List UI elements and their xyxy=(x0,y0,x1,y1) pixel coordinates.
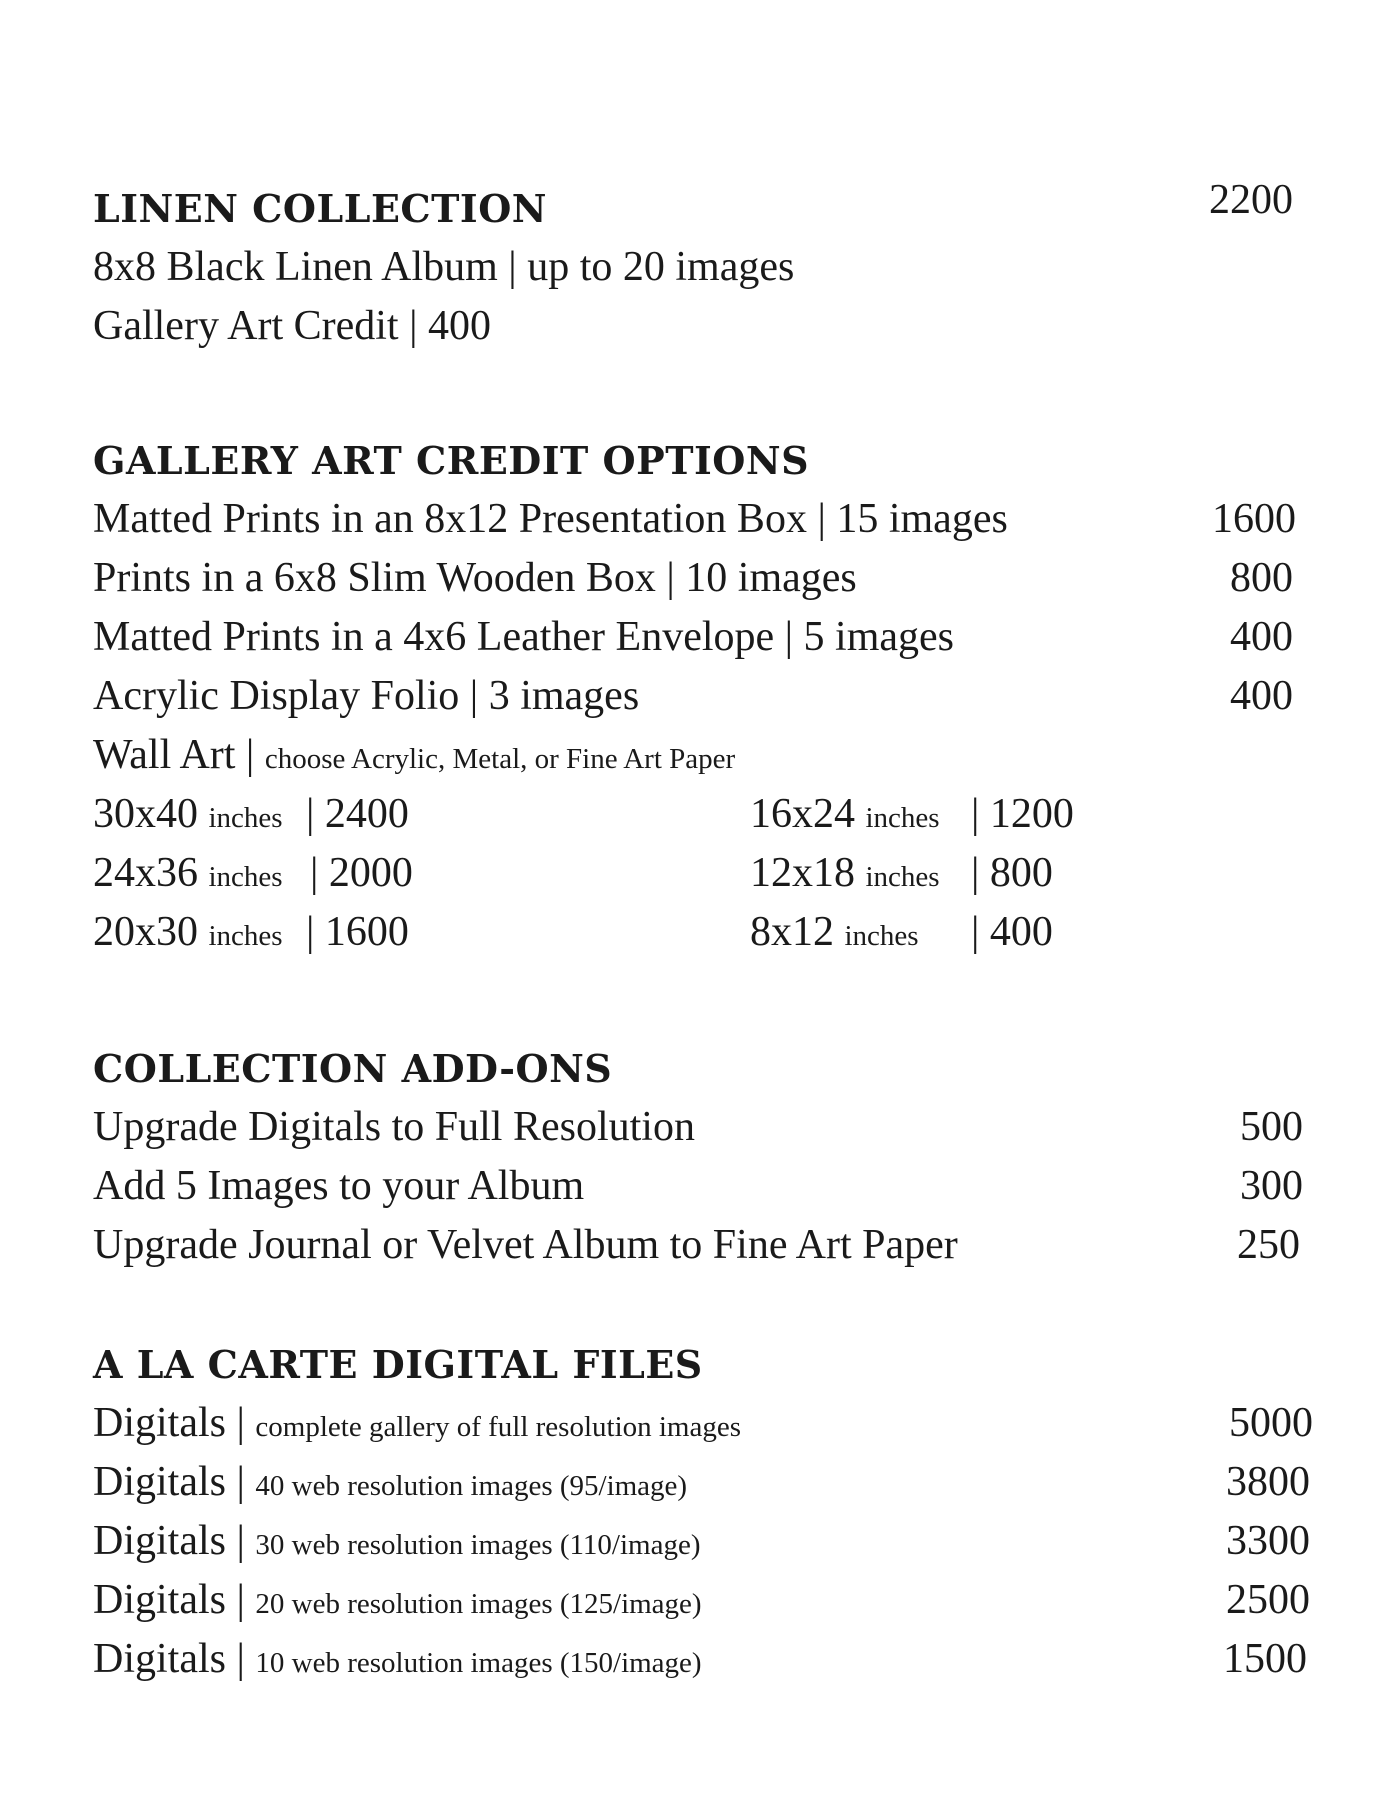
digital-item-prefix: Digitals | xyxy=(93,1518,245,1564)
gallery-item-price: 800 xyxy=(1230,555,1293,601)
wall-art-price: | 2400 xyxy=(306,791,409,837)
digital-item-prefix: Digitals | xyxy=(93,1459,245,1505)
linen-item-label: 8x8 Black Linen Album | up to 20 images xyxy=(93,244,795,290)
addon-item-label: Upgrade Journal or Velvet Album to Fine Art Paper xyxy=(93,1222,958,1268)
digital-item xyxy=(93,1571,1313,1630)
wall-art-size-row xyxy=(93,844,1313,903)
addon-item-price: 500 xyxy=(1240,1104,1303,1150)
digital-item-note: 10 web resolution images (150/image) xyxy=(255,1647,702,1679)
linen-item xyxy=(93,238,1313,297)
digital-item-note: 40 web resolution images (95/image) xyxy=(255,1470,688,1502)
wall-art-row xyxy=(93,726,1313,785)
digital-item-prefix: Digitals | xyxy=(93,1577,245,1623)
gallery-item-label: Acrylic Display Folio | 3 images xyxy=(93,673,640,719)
wall-art-title: Wall Art | xyxy=(93,732,255,778)
gallery-item-label: Matted Prints in a 4x6 Leather Envelope | 5 images xyxy=(93,614,955,660)
wall-art-unit: inches xyxy=(208,861,283,893)
digital-files-section xyxy=(93,1336,1313,1689)
wall-art-price: | 800 xyxy=(971,850,1053,896)
wall-art-size-row xyxy=(93,903,1313,962)
digital-item-note: complete gallery of full resolution images xyxy=(255,1411,742,1443)
gallery-item xyxy=(93,667,1313,726)
gallery-credit-title: GALLERY ART CREDIT OPTIONS xyxy=(93,438,810,483)
wall-art-unit: inches xyxy=(208,802,283,834)
wall-art-price: | 1200 xyxy=(971,791,1074,837)
digital-item-label xyxy=(93,1630,702,1693)
digital-files-title: A LA CARTE DIGITAL FILES xyxy=(93,1342,703,1387)
gallery-item xyxy=(93,608,1313,667)
digital-item-price: 3800 xyxy=(1226,1459,1310,1505)
addon-item xyxy=(93,1098,1313,1157)
gallery-item-label: Prints in a 6x8 Slim Wooden Box | 10 images xyxy=(93,555,857,601)
digital-item-label xyxy=(93,1394,741,1457)
wall-art-size-value: 16x24 xyxy=(750,791,855,837)
addon-item-label: Upgrade Digitals to Full Resolution xyxy=(93,1104,695,1150)
digital-item-price: 3300 xyxy=(1226,1518,1310,1564)
wall-art-size-value: 12x18 xyxy=(750,850,855,896)
wall-art-price: | 1600 xyxy=(306,909,409,955)
digital-item-label xyxy=(93,1571,702,1634)
wall-art-size xyxy=(93,844,283,907)
addon-item-label: Add 5 Images to your Album xyxy=(93,1163,585,1209)
linen-collection-section xyxy=(93,177,1313,356)
wall-art-size-value: 30x40 xyxy=(93,791,198,837)
gallery-item-price: 1600 xyxy=(1212,496,1296,542)
wall-art-size xyxy=(93,785,283,848)
gallery-item-label: Matted Prints in an 8x12 Presentation Box | 15 images xyxy=(93,496,1008,542)
digital-item xyxy=(93,1394,1313,1453)
wall-art-size xyxy=(750,844,940,907)
wall-art-size xyxy=(93,903,283,966)
wall-art-size-value: 24x36 xyxy=(93,850,198,896)
wall-art-unit: inches xyxy=(208,920,283,952)
digital-item-note: 20 web resolution images (125/image) xyxy=(255,1588,702,1620)
gallery-credit-section xyxy=(93,432,1313,962)
gallery-item xyxy=(93,549,1313,608)
digital-item-label xyxy=(93,1512,701,1575)
wall-art-label xyxy=(93,726,735,789)
wall-art-size-value: 20x30 xyxy=(93,909,198,955)
gallery-item xyxy=(93,490,1313,549)
linen-collection-heading-row xyxy=(93,177,1313,238)
linen-item-label: Gallery Art Credit | 400 xyxy=(93,303,491,349)
digital-item-prefix: Digitals | xyxy=(93,1636,245,1682)
digital-item xyxy=(93,1453,1313,1512)
digital-item-price: 5000 xyxy=(1229,1400,1313,1446)
addon-item xyxy=(93,1216,1313,1275)
gallery-item-price: 400 xyxy=(1230,673,1293,719)
linen-collection-price: 2200 xyxy=(1209,177,1293,223)
wall-art-size-value: 8x12 xyxy=(750,909,834,955)
wall-art-note: choose Acrylic, Metal, or Fine Art Paper xyxy=(264,743,736,775)
wall-art-price: | 400 xyxy=(971,909,1053,955)
linen-item xyxy=(93,297,1313,356)
digital-item-price: 2500 xyxy=(1226,1577,1310,1623)
digital-item-price: 1500 xyxy=(1223,1636,1307,1682)
wall-art-price: | 2000 xyxy=(310,850,413,896)
linen-collection-title: LINEN COLLECTION xyxy=(93,186,548,231)
wall-art-size xyxy=(750,903,919,966)
collection-addons-title: COLLECTION ADD-ONS xyxy=(93,1046,613,1091)
digital-item-note: 30 web resolution images (110/image) xyxy=(255,1529,701,1561)
collection-addons-section xyxy=(93,1040,1313,1275)
digital-item-prefix: Digitals | xyxy=(93,1400,245,1446)
wall-art-size xyxy=(750,785,940,848)
addon-item-price: 250 xyxy=(1237,1222,1300,1268)
wall-art-unit: inches xyxy=(865,802,940,834)
digital-item-label xyxy=(93,1453,687,1516)
addon-item-price: 300 xyxy=(1240,1163,1303,1209)
addon-item xyxy=(93,1157,1313,1216)
digital-item xyxy=(93,1630,1313,1689)
wall-art-unit: inches xyxy=(844,920,919,952)
digital-item xyxy=(93,1512,1313,1571)
wall-art-size-row xyxy=(93,785,1313,844)
gallery-item-price: 400 xyxy=(1230,614,1293,660)
wall-art-unit: inches xyxy=(865,861,940,893)
